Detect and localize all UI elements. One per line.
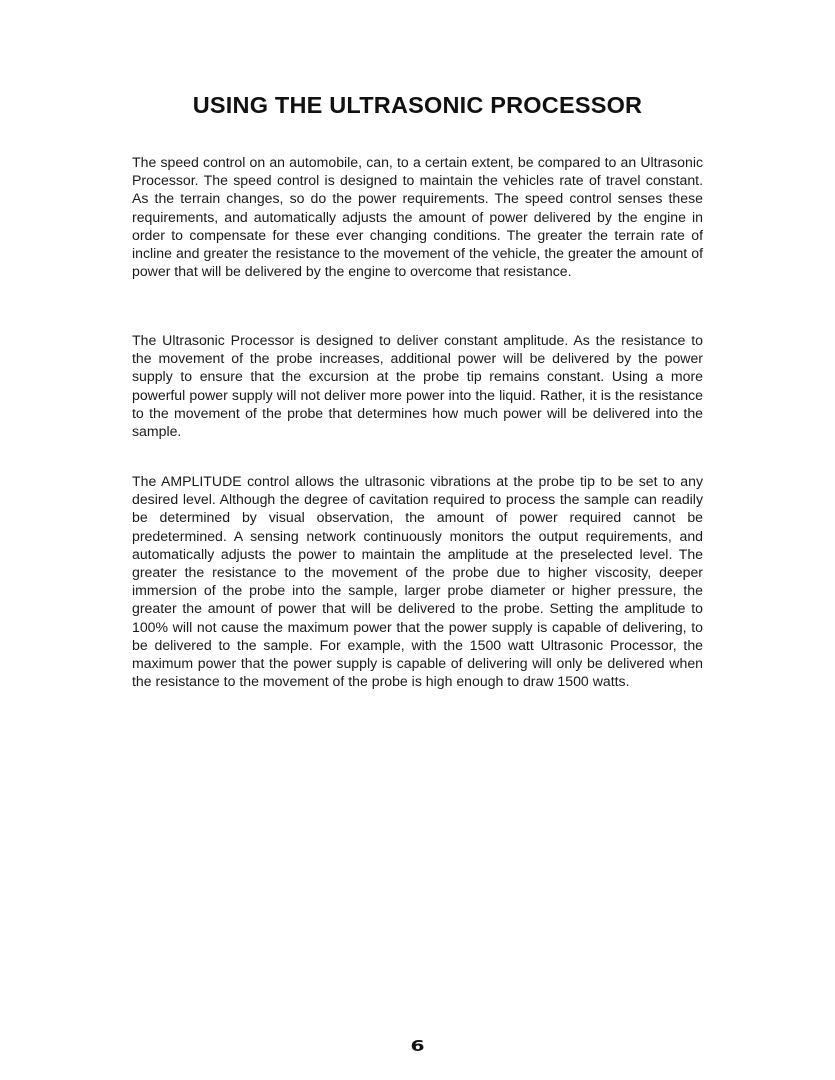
paragraph-constant-amplitude: The Ultrasonic Processor is designed to deliver constant amplitude. As the resistance to the movement of the probe increases, additional power will be delivered by the power supply to ensure that the excursion at the probe tip remains constant. Using a more powerful power supply will not deliver more power into the liquid. Rather, it is the resistance to the movement of the probe that determines how much power will be delivered into the sample. [132,332,703,440]
page-number: 6 [410,1037,425,1055]
paragraph-speed-control: The speed control on an automobile, can, to a certain extent, be compared to an Ultrasonic Processor. The speed control is designed to maintain the vehicles rate of travel constant. As the terrain changes, so do the power requirements. The speed control senses these requirements, and automatically adjusts the amount of power delivered by the engine in order to compensate for these ever changing conditions. The greater the terrain rate of incline and greater the resistance to the movement of the vehicle, the greater the amount of power that will be delivered by the engine to overcome that resistance. [132,154,703,280]
page-title: USING THE ULTRASONIC PROCESSOR [192,92,643,118]
paragraph-amplitude-control: The AMPLITUDE control allows the ultrasonic vibrations at the probe tip to be set to any desired level. Although the degree of cavitation required to process the sample can readily be determined by visual observation, the amount of power required cannot be predetermined. A sensing network continuously monitors the output requirements, and automatically adjusts the power to maintain the amplitude at the preselected level. The greater the resistance to the movement of the probe due to higher viscosity, deeper immersion of the probe into the sample, larger probe diameter or higher pressure, the greater the amount of power that will be delivered to the probe. Setting the amplitude to 100% will not cause the maximum power that the power supply is capable of delivering, to be delivered to the sample. For example, with the 1500 watt Ultrasonic Processor, the maximum power that the power supply is capable of delivering will only be delivered when the resistance to the movement of the probe is high enough to draw 1500 watts. [132,473,703,690]
